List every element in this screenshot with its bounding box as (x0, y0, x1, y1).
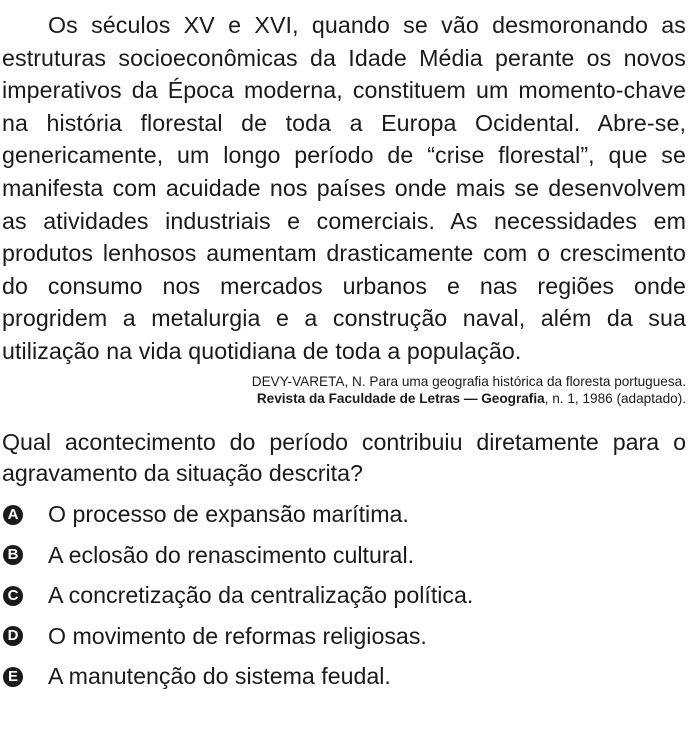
citation-journal: Revista da Faculdade de Letras — Geografia (256, 390, 545, 406)
option-letter-badge: B (3, 545, 23, 565)
option-text: O processo de expansão marítima. (48, 501, 409, 528)
citation-source (2, 390, 686, 407)
option-e[interactable] (2, 657, 686, 698)
option-d[interactable] (2, 616, 686, 657)
option-text: O movimento de reformas religiosas. (48, 622, 427, 649)
passage-text: Os séculos XV e XVI, quando se vão desmoronando as estruturas socioeconômicas da Idade Média perante os novos imperativos da Época moderna, constituem um momento-chave na história florestal de toda a Europa Ocidental. Abre-se, genericamente, um longo período de “crise florestal”, que se manifesta com acuidade nos países onde mais se desenvolvem as atividades industriais e comerciais. As necessidades em produtos lenhosos aumentam drasticamente com o crescimento do consumo nos mercados urbanos e nas regiões onde progridem a metalurgia e a construção naval, além da sua utilização na vida quotidiana de toda a população. (2, 12, 686, 364)
option-letter-badge: D (3, 626, 23, 646)
option-letter-badge: E (3, 667, 23, 687)
citation-author-title: DEVY-VARETA, N. Para uma geografia histórica da floresta portuguesa. (251, 373, 686, 389)
option-text: A concretização da centralização política. (48, 582, 474, 609)
answer-options (2, 495, 686, 698)
option-b[interactable] (2, 535, 686, 576)
option-text: A eclosão do renascimento cultural. (48, 541, 415, 568)
option-a[interactable] (2, 495, 686, 536)
citation (2, 373, 686, 407)
question-text: Qual acontecimento do período contribuiu diretamente para o agravamento da situação descrita? (2, 428, 686, 486)
option-c[interactable] (2, 576, 686, 617)
option-letter-badge: A (3, 505, 23, 525)
option-letter-badge: C (3, 586, 23, 606)
option-text: A manutenção do sistema feudal. (48, 663, 391, 690)
citation-details: , n. 1, 1986 (adaptado). (544, 390, 686, 406)
